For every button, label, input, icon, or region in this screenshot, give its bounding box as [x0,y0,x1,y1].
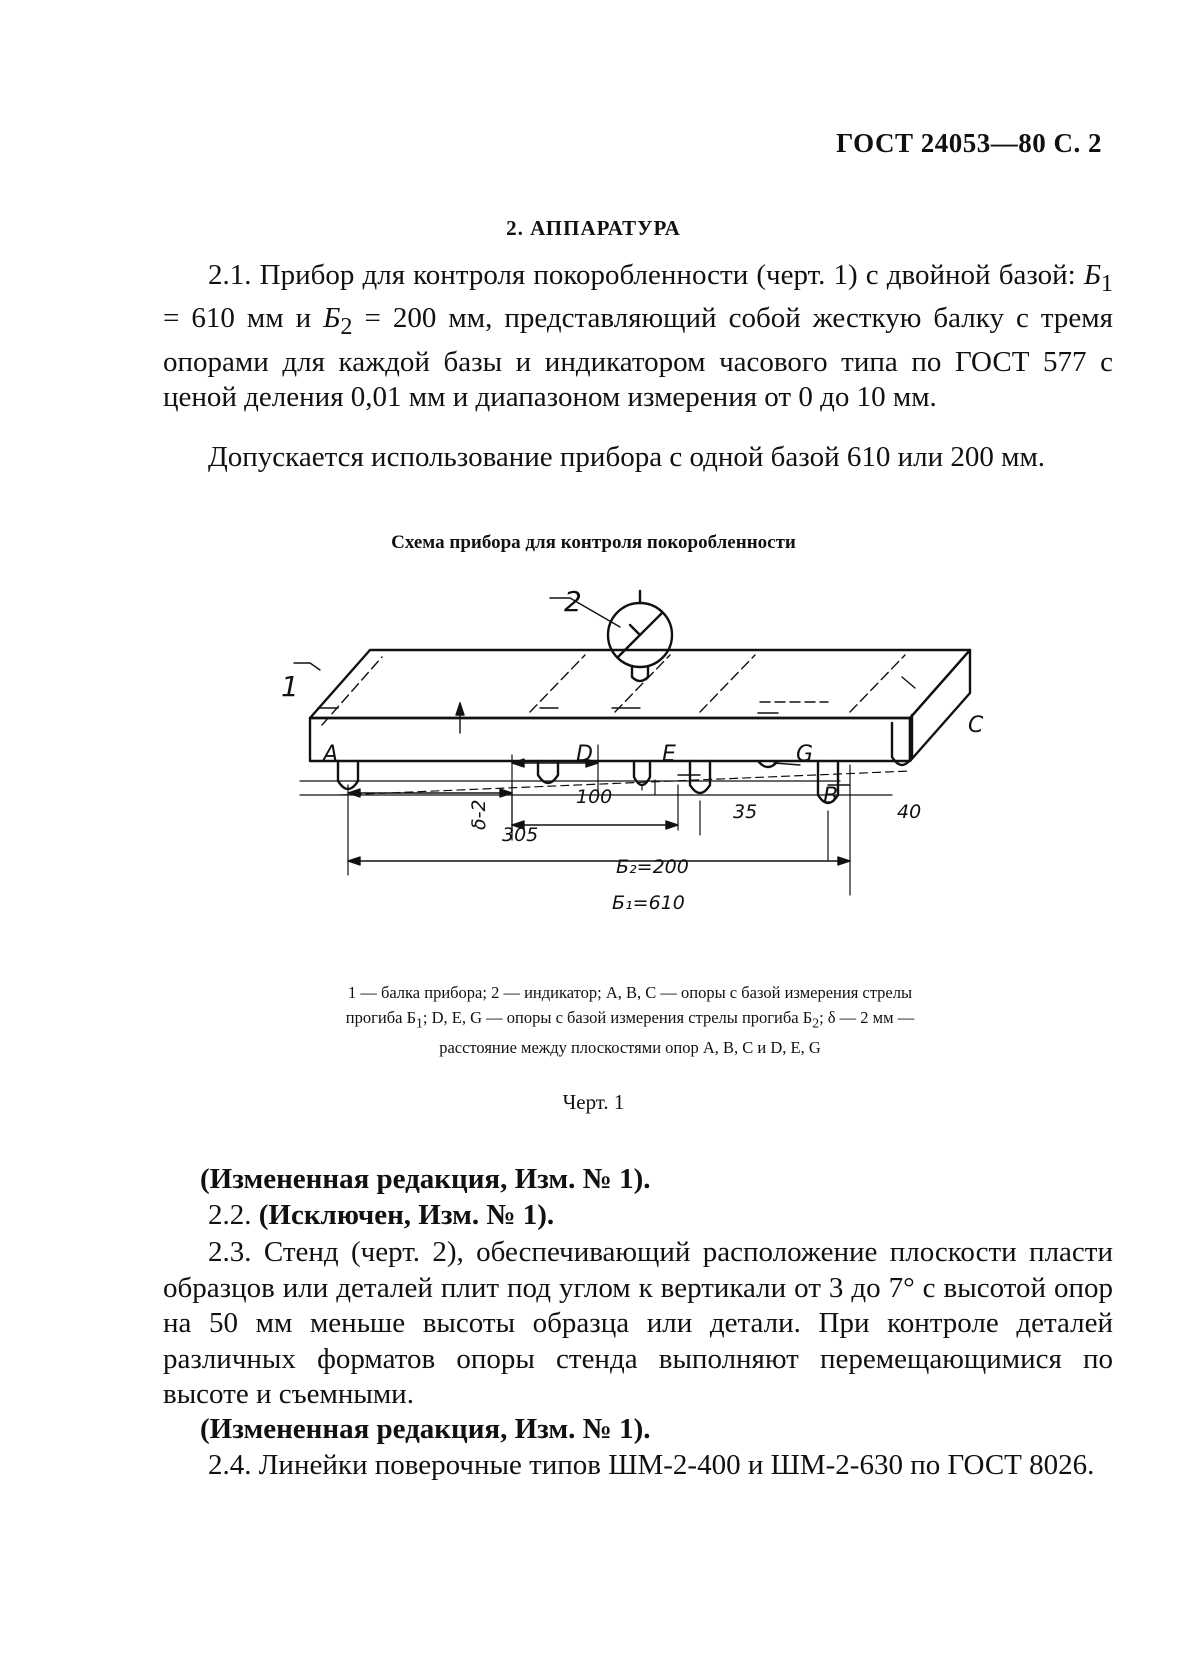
page-header: ГОСТ 24053—80 С. 2 [836,128,1102,158]
caption-sub1: 1 [416,1015,423,1031]
p21-b1: Б [1083,259,1101,291]
p21-b2: Б [323,302,341,335]
amendment-note-2: (Измененная редакция, Изм. № 1). [200,1413,651,1445]
paragraph-2-1 [163,258,1113,416]
support-D [538,761,558,783]
label-1: 1 [281,670,299,703]
p21-b1-sub: 1 [1100,269,1113,297]
label-C: C [968,713,984,738]
label-D: D [576,742,593,767]
p23-text: 2.3. Стенд (черт. 2), обеспечивающий расположение плоскости пласти образцов или деталей плит под углом к вертикали от 3 до 7° с высотой опор на 50 мм меньше высоты образца или детали. При контроле деталей различных форматов опоры стенда выполняют перемещающимися по высоте и съемными. [163,1236,1113,1410]
leader-lines [294,598,915,765]
indicator [608,591,672,681]
caption-part1: 1 — балка прибора; 2 — индикатор; A, B, C — опоры с базой измерения стрелы прогиба Б [345,983,913,1027]
dimension-lines [348,703,850,865]
p21-lead: 2.1. Прибор для контроля покоробленности (черт. 1) с двойной базой: [208,259,1084,291]
label-B: B [823,784,839,809]
section-title: 2. АППАРАТУРА [506,216,681,240]
beam-right-face [910,650,970,761]
caption-sub2: 2 [812,1015,820,1031]
paragraph-2-4 [163,1448,1113,1484]
paragraph-2-2 [163,1198,1113,1234]
figure-label: Черт. 1 [562,1090,625,1114]
p24-text: 2.4. Линейки поверочные типов ШМ-2-400 и ШМ-2-630 по ГОСТ 8026. [208,1449,1095,1481]
p22-text: (Исключен, Изм. № 1). [258,1199,555,1231]
p21-tail: = 200 мм, представляющий собой жесткую балку с тремя опорами для каждой базы и индикатором часового типа по ГОСТ 577 с ценой деления 0,01 мм и диапазоном измерения от 0 до 10 мм. [163,302,1113,414]
label-G: G [796,742,814,767]
label-E: E [662,742,676,767]
dim-delta: δ-2 [468,799,490,830]
support-E [690,761,710,793]
dim-305: 305 [502,824,539,846]
figure-title: Схема прибора для контроля покоробленности [391,532,796,553]
beam-centre-lines [322,655,905,725]
p21b-text: Допускается использование прибора с одной базой 610 или 200 мм. [208,441,1046,473]
dim-b2: Б₂=200 [616,856,689,878]
beam-front-face [310,718,910,761]
p22-num: 2.2. [208,1199,259,1231]
device-drawing [280,585,980,930]
label-A: A [323,742,339,767]
dim-b1: Б₁=610 [612,892,685,914]
label-2: 2 [564,585,582,618]
p21-mid: = 610 мм и [163,302,324,335]
caption-part3: ; δ — 2 мм — расстояние между плоскостями опор A, B, C и D, E, G [439,1008,915,1058]
paragraph-2-1-b [163,440,1113,476]
dim-35: 35 [733,801,758,823]
figure-caption [330,980,930,1060]
extension-lines [348,745,850,895]
dim-100: 100 [576,786,613,808]
dim-40: 40 [897,801,922,823]
amendment-note-1: (Измененная редакция, Изм. № 1). [200,1163,651,1195]
caption-part2: ; D, E, G — опоры с базой измерения стрелы прогиба Б [422,1008,813,1027]
p21-b2-sub: 2 [340,313,353,341]
paragraph-2-3 [163,1235,1113,1413]
